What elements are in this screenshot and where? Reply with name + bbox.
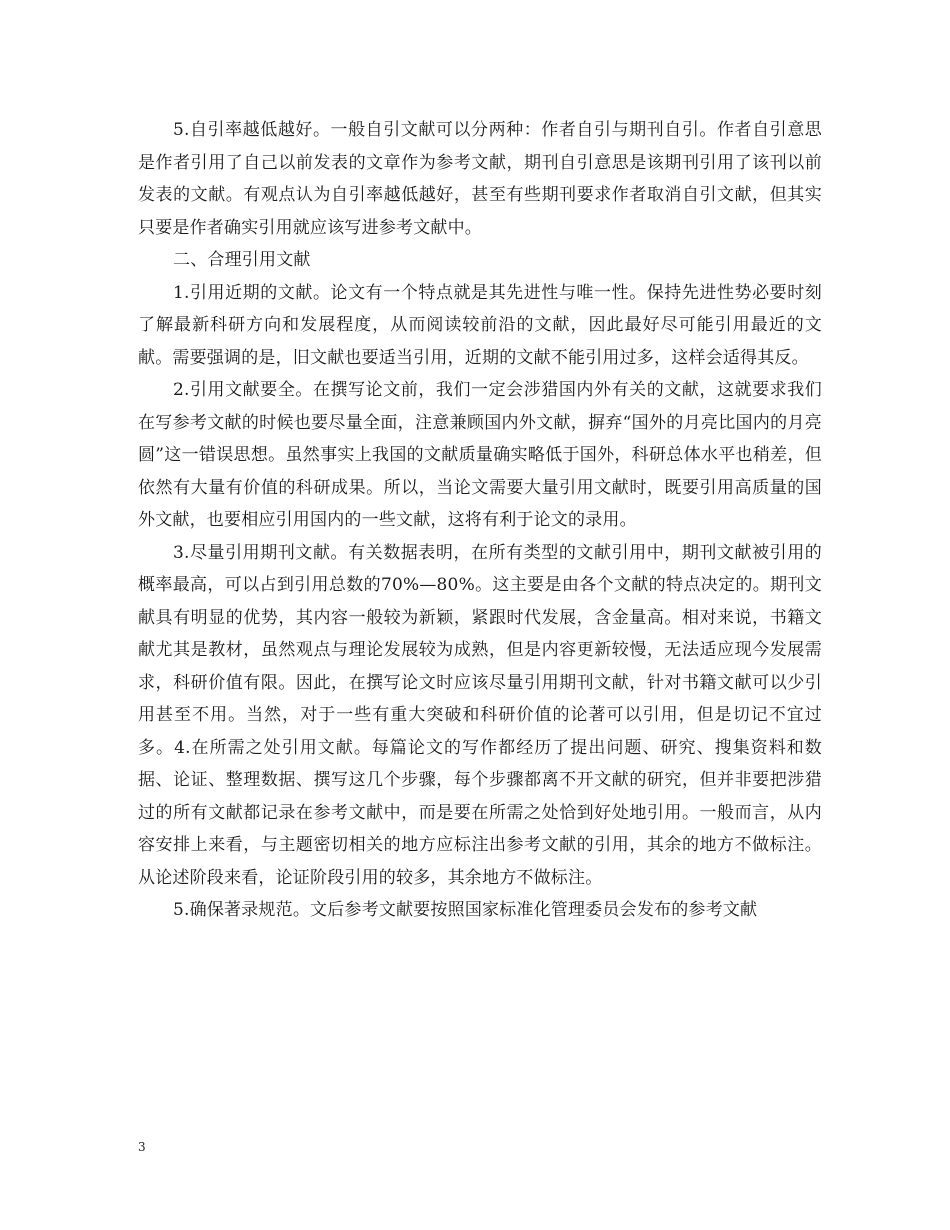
paragraph-citation-format: 5.确保著录规范。文后参考文献要按照国家标准化管理委员会发布的参考文献 — [173, 900, 758, 920]
paragraph-self-citation: 5.自引率越低越好。一般自引文献可以分两种：作者自引与期刊自引。作者自引意思是作者引用了自己以前发表的文章作为参考文献，期刊自引意思是该期刊引用了该刊以前发表的文献。有观点认为自引率越低越好，甚至有些期刊要求作者取消自引文献，但其实只要是作者确实引用就应该写进参考文献中。 — [138, 120, 822, 238]
page-number: 3 — [138, 1140, 146, 1154]
paragraph-complete-references: 2.引用文献要全。在撰写论文前，我们一定会涉猎国内外有关的文献，这就要求我们在写参考文献的时候也要尽量全面，注意兼顾国内外文献，摒弃“国外的月亮比国内的月亮圆”这一错误思想。虽然事实上我国的文献质量确实略低于国外，科研总体水平也稍差，但依然有大量有价值的科研成果。所以，当论文需要大量引用文献时，既要引用高质量的国外文献，也要相应引用国内的一些文献，这将有利于论文的录用。 — [138, 380, 822, 530]
section-heading: 二、合理引用文献 — [173, 250, 311, 270]
paragraph-journal-references: 3.尽量引用期刊文献。有关数据表明，在所有类型的文献引用中，期刊文献被引用的概率最高，可以占到引用总数的70%—80%。这主要是由各个文献的特点决定的。期刊文献具有明显的优势，其内容一般较为新颖，紧跟时代发展，含金量高。相对来说，书籍文献尤其是教材，虽然观点与理论发展较为成熟，但是内容更新较慢，无法适应现今发展需求，科研价值有限。因此，在撰写论文时应该尽量引用期刊文献，针对书籍文献可以少引用甚至不用。当然，对于一些有重大突破和科研价值的论著可以引用，但是切记不宜过多。4.在所需之处引用文献。每篇论文的写作都经历了提出问题、研究、搜集资料和数据、论证、整理数据、撰写这几个步骤，每个步骤都离不开文献的研究，但并非要把涉猎过的所有文献都记录在参考文献中，而是要在所需之处恰到好处地引用。一般而言，从内容安排上来看，与主题密切相关的地方应标注出参考文献的引用，其余的地方不做标注。从论述阶段来看，论证阶段引用的较多，其余地方不做标注。 — [138, 542, 822, 888]
document-body — [138, 114, 822, 927]
paragraph-recent-references: 1.引用近期的文献。论文有一个特点就是其先进性与唯一性。保持先进性势必要时刻了解最新科研方向和发展程度，从而阅读较前沿的文献，因此最好尽可能引用最近的文献。需要强调的是，旧文献也要适当引用，近期的文献不能引用过多，这样会适得其反。 — [138, 282, 822, 368]
